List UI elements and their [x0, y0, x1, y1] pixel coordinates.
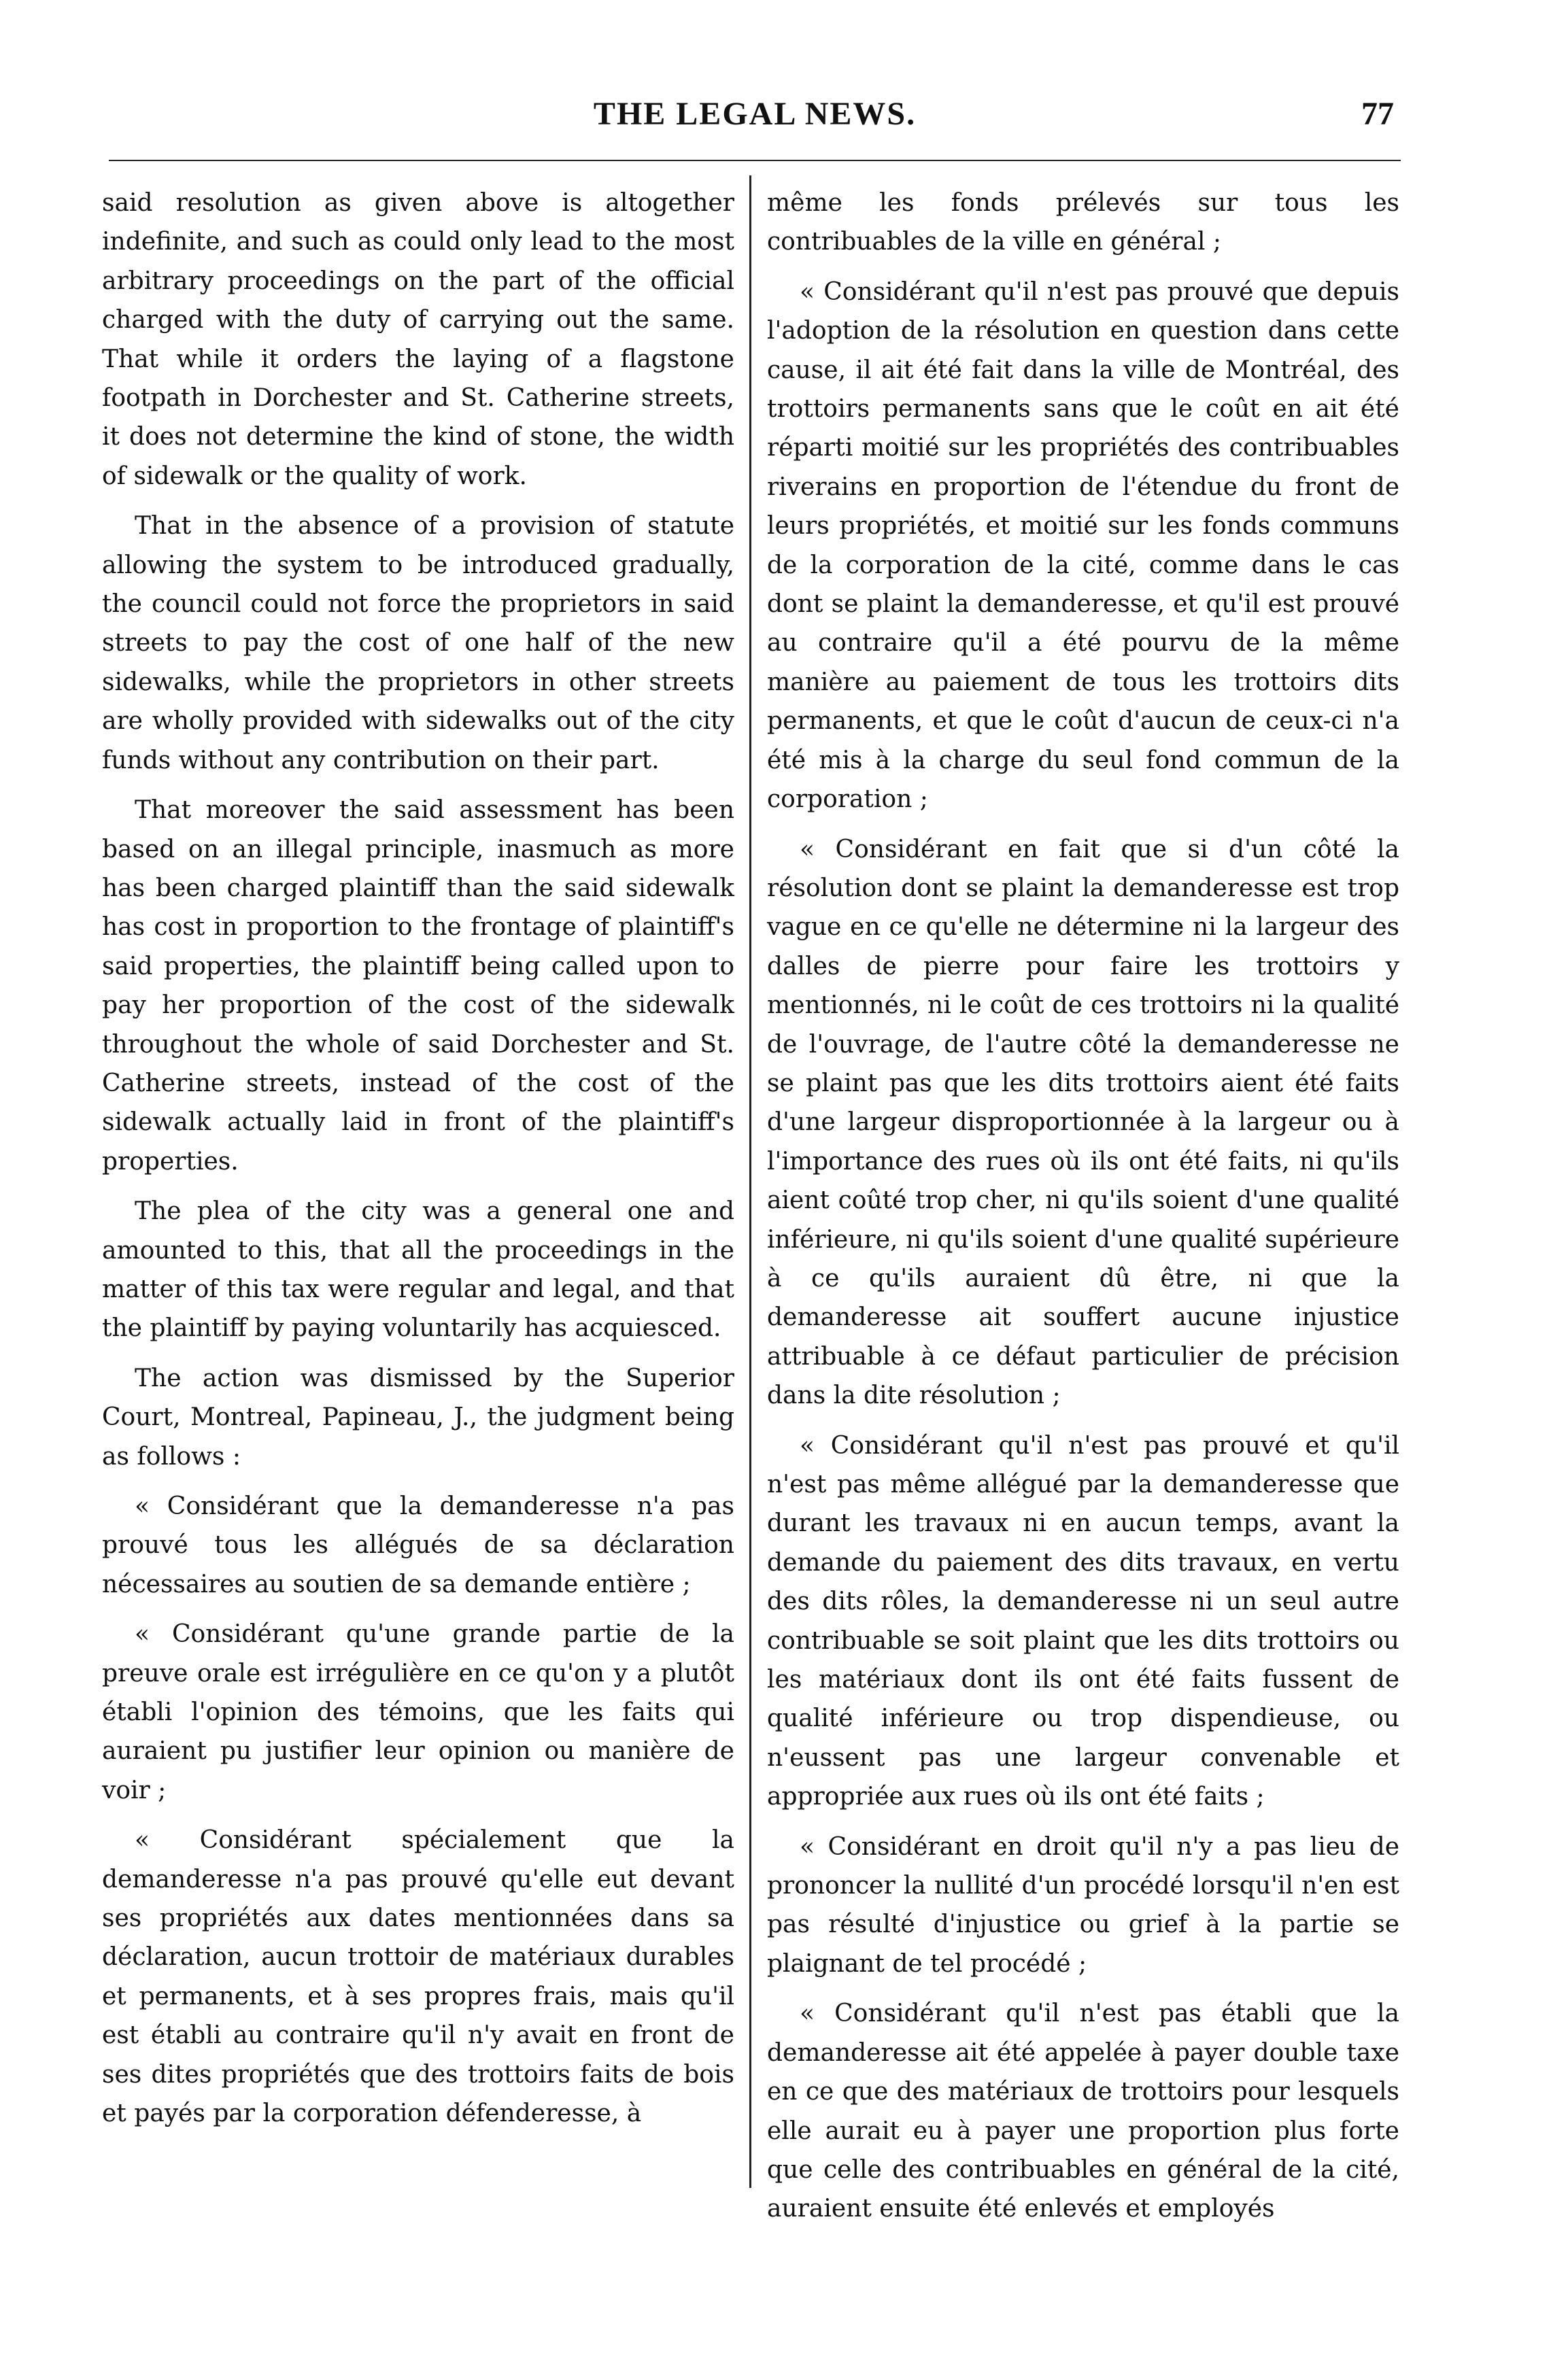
paragraph: « Considérant en droit qu'il n'y a pas lieu de prononcer la nullité d'un procédé lorsqu'il n'en est pas résulté d'injustice ou grief à la partie se plaignant de tel procédé ;	[767, 1832, 1399, 1978]
paragraph: « Considérant que la demanderesse n'a pas prouvé tous les allégués de sa déclaration nécessaires au soutien de sa demande entière ;	[102, 1492, 734, 1598]
paragraph: « Considérant qu'une grande partie de la preuve orale est irrégulière en ce qu'on y a plutôt établi l'opinion des témoins, que les faits qui auraient pu justifier leur opinion ou manière de voir ;	[102, 1620, 734, 1804]
right-column	[767, 184, 1399, 2223]
paragraph: « Considérant qu'il n'est pas prouvé que depuis l'adoption de la résolution en question dans cette cause, il ait été fait dans la ville de Montréal, des trottoirs permanents sans que le coût en ait été réparti moitié sur les propriétés des contribuables riverains en proportion de l'étendue du front de leurs propriétés, et moitié sur les fonds communs de la corporation de la cité, comme dans le cas dont se plaint la demanderesse, et qu'il est prouvé au contraire qu'il a été pourvu de la même manière au paiement de tous les trottoirs dits permanents, et que le coût d'aucun de ceux-ci n'a été mis à la charge du seul fond commun de la corporation ;	[767, 277, 1399, 814]
paragraph: said resolution as given above is altogether indefinite, and such as could only lead to the most arbitrary proceedings on the part of the official charged with the duty of carrying out the same. That while it orders the laying of a flagstone footpath in Dorchester and St. Catherine streets, it does not determine the kind of stone, the width of sidewalk or the quality of work.	[102, 189, 734, 490]
page-number: 77	[1361, 96, 1394, 132]
column-divider	[749, 175, 751, 2188]
paragraph: « Considérant en fait que si d'un côté la résolution dont se plaint la demanderesse est trop vague en ce qu'elle ne détermine ni la largeur des dalles de pierre pour faire les trottoirs y mentionnés, ni le coût de ces trottoirs ni la qualité de l'ouvrage, de l'autre côté la demanderesse ne se plaint pas que les dits trottoirs aient été faits d'une largeur disproportionnée à la largeur ou à l'importance des rues où ils ont été faits, ni qu'ils aient coûté trop cher, ni qu'ils soient d'une qualité inférieure, ni qu'ils soient d'une qualité supérieure à ce qu'ils auraient dû être, ni que la demanderesse ait souffert aucune injustice attribuable à ce défaut particulier de précision dans la dite résolution ;	[767, 835, 1399, 1410]
paragraph: That in the absence of a provision of statute allowing the system to be introduced gradually, the council could not force the proprietors in said streets to pay the cost of one half of the new sidewalks, while the proprietors in other streets are wholly provided with sidewalks out of the city funds without any contribution on their part.	[102, 512, 734, 774]
paragraph: même les fonds prélevés sur tous les contribuables de la ville en général ;	[767, 189, 1399, 256]
header-rule	[109, 160, 1401, 161]
paragraph: « Considérant qu'il n'est pas établi que la demanderesse ait été appelée à payer double taxe en ce que des matériaux de trottoirs pour lesquels elle aurait eu à payer une proportion plus forte que celle des contribuables en général de la cité, auraient ensuite été enlevés et employés	[767, 2000, 1399, 2223]
page-header	[109, 95, 1401, 150]
running-title: THE LEGAL NEWS.	[593, 96, 917, 132]
left-column	[102, 184, 734, 2182]
paragraph: « Considérant qu'il n'est pas prouvé et qu'il n'est pas même allégué par la demanderesse que durant les travaux ni en aucun temps, avant la demande du paiement des dits travaux, en vertu des dits rôles, la demanderesse ni un seul autre contribuable se soit plaint que les dits trottoirs ou les matériaux dont ils ont été faits fussent de qualité inférieure ou trop dispendieuse, ou n'eussent pas une largeur convenable et appropriée aux rues où ils ont été faits ;	[767, 1431, 1399, 1811]
paragraph: The plea of the city was a general one and amounted to this, that all the proceedings in the matter of this tax were regular and legal, and that the plaintiff by paying voluntarily has acquiesced.	[102, 1197, 734, 1343]
paragraph: The action was dismissed by the Superior Court, Montreal, Papineau, J., the judgment being as follows :	[102, 1364, 734, 1471]
paragraph: « Considérant spécialement que la demanderesse n'a pas prouvé qu'elle eut devant ses propriétés aux dates mentionnées dans sa déclaration, aucun trottoir de matériaux durables et permanents, et à ses propres frais, mais qu'il est établi au contraire qu'il n'y avait en front de ses dites propriétés que des trottoirs faits de bois et payés par la corporation défenderesse, à	[102, 1826, 734, 2128]
paragraph: That moreover the said assessment has been based on an illegal principle, inasmuch as more has been charged plaintiff than the said sidewalk has cost in proportion to the frontage of plaintiff's said properties, the plaintiff being called upon to pay her proportion of the cost of the sidewalk throughout the whole of said Dorchester and St. Catherine streets, instead of the cost of the sidewalk actually laid in front of the plaintiff's properties.	[102, 796, 734, 1176]
